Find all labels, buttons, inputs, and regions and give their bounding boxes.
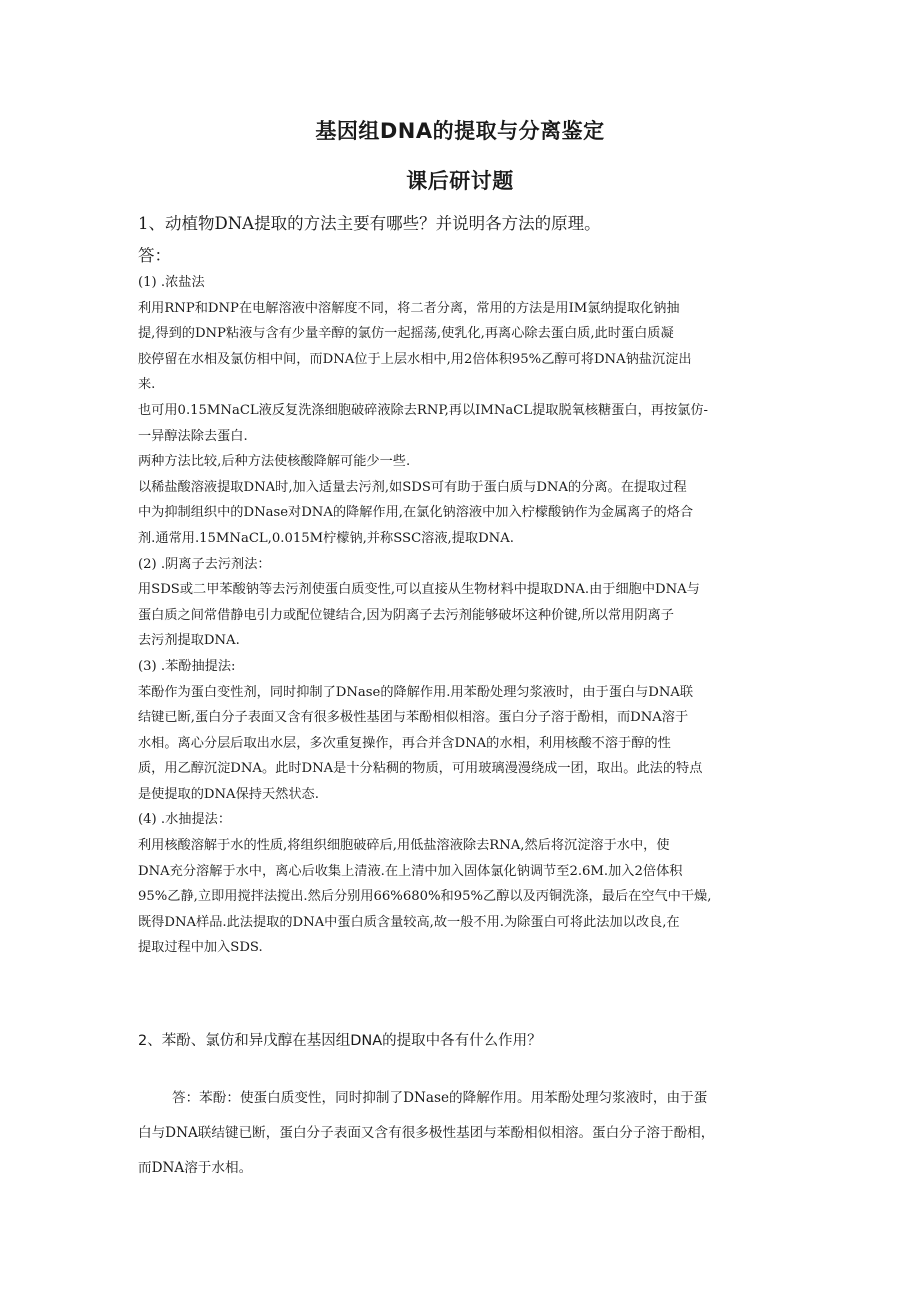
answer-1-body [138,270,798,961]
answer-line: 白与DNA联结键已断，蛋白分子表面又含有很多极性基团与苯酚相似相溶。蛋白分子溶于酚相， [138,1125,715,1141]
answer-line: 两种方法比较,后种方法使核酸降解可能少一些. [138,454,411,470]
answer-line: 剂.通常用.15MNaCL,0.015M柠檬钠,并称SSC溶液,提取DNA. [138,530,514,546]
answer-line: 以稀盐酸溶液提取DNA时,加入适量去污剂,如SDS可有助于蛋白质与DNA的分离。在提取过程 [138,479,687,495]
answer-line: (4) .水抽提法： [138,812,232,828]
answer-line: 水相。离心分层后取出水层，多次重复操作，再合并含DNA的水相，利用核酸不溶于醇的性 [138,735,671,751]
answer-line: 胶停留在水相及氯仿相中间，而DNA位于上层水相中,用2倍体积95%乙醇可将DNA钠盐沉淀出 [138,351,692,367]
answer-line: 来. [138,377,156,393]
answer-line: 蛋白质之间常借静电引力或配位键结合,因为阴离子去污剂能够破坏这种价键,所以常用阴离子 [138,607,674,623]
answer-line: 提,得到的DNP粘液与含有少量辛醇的氯仿一起摇荡,使乳化,再离心除去蛋白质,此时蛋白质凝 [138,326,674,342]
answer-line: 苯酚作为蛋白变性剂，同时抑制了DNase的降解作用.用苯酚处理匀浆液时，由于蛋白与DNA联 [138,684,694,700]
answer-line: 是使提取的DNA保持天然状态. [138,786,319,802]
answer-line: 结键已断,蛋白分子表面又含有很多极性基团与苯酚相似相溶。蛋白分子溶于酚相，而DNA溶于 [138,710,689,726]
answer-line: 去污剂提取DNA. [138,633,240,649]
document-title: 基因组DNA的提取与分离鉴定 [315,119,605,143]
answer-line: 一异醇法除去蛋白. [138,428,248,444]
question-2: 2、苯酚、氯仿和异戊醇在基因组DNA的提取中各有什么作用？ [138,1033,542,1049]
answer-line: 用SDS或二甲苯酸钠等去污剂使蛋白质变性,可以直接从生物材料中提取DNA.由于细胞中DNA与 [138,582,700,598]
answer-line: 而DNA溶于水相。 [138,1160,253,1176]
answer-line: 也可用0.15MNaCL液反复洗涤细胞破碎液除去RNP,再以IMNaCL提取脱氧核糖蛋白，再按氯仿- [138,402,709,418]
answer-line: 95%乙静,立即用搅拌法搅出.然后分别用66%680%和95%乙醇以及丙铜洗涤，最后在空气中干燥, [138,889,712,905]
answer-line: 既得DNA样品.此法提取的DNA中蛋白质含量较高,故一般不用.为除蛋白可将此法加以改良,在 [138,914,680,930]
answer-line: 答：苯酚：使蛋白质变性，同时抑制了DNase的降解作用。用苯酚处理匀浆液时，由于蛋 [172,1090,708,1106]
answer-line: 质，用乙醇沉淀DNA。此时DNA是十分粘稠的物质，可用玻璃漫漫绕成一团，取出。此法的特点 [138,761,703,777]
answer-line: (1) .浓盐法 [138,275,205,290]
answer-2-body [138,1081,798,1186]
answer-line: 利用RNP和DNP在电解溶液中溶解度不同，将二者分离，常用的方法是用IM氯纳提取化钠抽 [138,300,680,316]
answer-line: (2) .阴离子去污剂法： [138,556,271,572]
answer-line: 利用核酸溶解于水的性质,将组织细胞破碎后,用低盐溶液除去RNA,然后将沉淀溶于水中，使 [138,838,670,854]
document-subtitle: 课后研讨题 [406,169,514,193]
answer-line: 中为抑制组织中的DNase对DNA的降解作用,在氯化钠溶液中加入柠檬酸钠作为金属离子的烙合 [138,505,694,521]
answer-line: 提取过程中加入SDS. [138,940,263,956]
answer-line: DNA充分溶解于水中，离心后收集上清液.在上清中加入固体氯化钠调节至2.6M.加入2倍体积 [138,863,683,879]
answer-line: (3) .苯酚抽提法: [138,658,236,674]
question-1: 1、动植物DNA提取的方法主要有哪些？并说明各方法的原理。 [138,214,601,233]
answer-label: 答： [138,246,171,265]
